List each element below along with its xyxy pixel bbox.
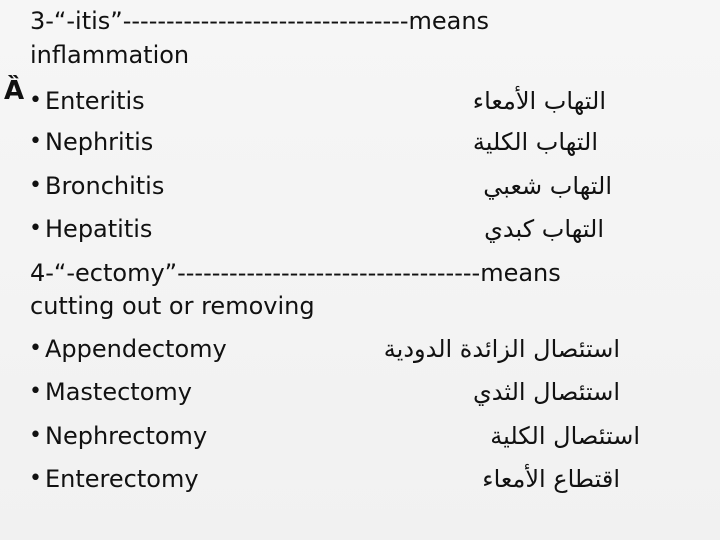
term-arabic: التهاب الكلية (472, 128, 598, 156)
ectomy-heading-line1: 4-“-ectomy”-----------------------------------means (30, 259, 561, 287)
term-english: Enteritis (45, 87, 145, 115)
term-arabic: استئصال الكلية (490, 422, 640, 450)
term-arabic: التهاب الأمعاء (472, 87, 606, 115)
term-english: Nephrectomy (45, 422, 208, 450)
term-arabic: اقتطاع الأمعاء (482, 465, 620, 493)
bullet-icon: • (29, 336, 42, 361)
bullet-icon: • (29, 173, 42, 198)
bullet-icon: • (29, 129, 42, 154)
bullet-icon: • (29, 379, 42, 404)
bullet-icon: • (29, 466, 42, 491)
term-english: Enterectomy (45, 465, 199, 493)
term-english: Nephritis (45, 128, 154, 156)
term-english: Hepatitis (45, 215, 153, 243)
term-english: Appendectomy (45, 335, 227, 363)
itis-heading-line2: inflammation (30, 41, 190, 69)
term-arabic: استئصال الثدي (472, 378, 620, 406)
itis-heading-line1: 3-“-itis”---------------------------------means (30, 7, 490, 35)
bullet-icon: • (29, 423, 42, 448)
term-english: Bronchitis (45, 172, 165, 200)
bullet-icon: • (29, 88, 42, 113)
term-arabic: التهاب كبدي (484, 215, 604, 243)
term-arabic: التهاب شعبي (483, 172, 612, 200)
term-arabic: استئصال الزائدة الدودية (383, 335, 620, 363)
term-english: Mastectomy (45, 378, 192, 406)
stray-mark: Ȁ (4, 76, 25, 106)
ectomy-heading-line2: cutting out or removing (30, 292, 315, 320)
bullet-icon: • (29, 216, 42, 241)
